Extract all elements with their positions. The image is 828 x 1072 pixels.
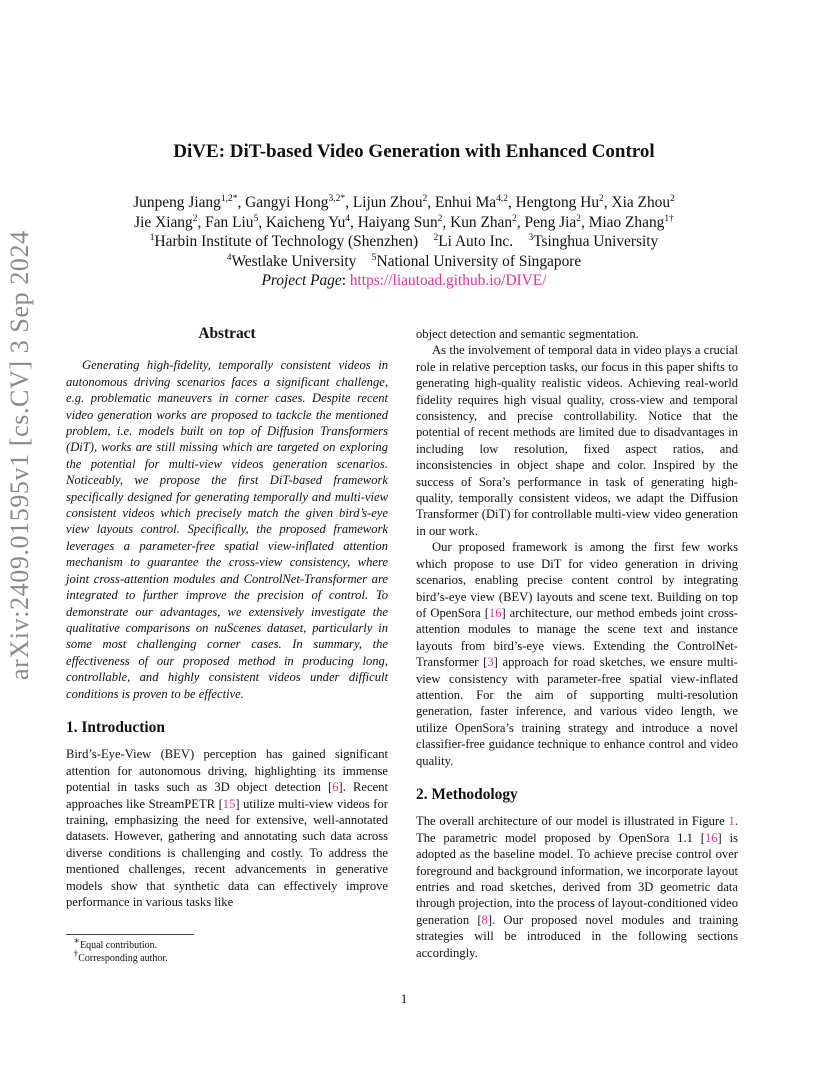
footnote-rule [66, 934, 194, 935]
methodology-paragraph: The overall architecture of our model is illustrated in Figure 1. The parametric model proposed by OpenSora 1.1 [16] is adopted as the baseline model. To achieve precise control over foreground and background information, we incorporate layout entries and road sketches, derived from 3D geometric data through projection, into the process of layout-conditioned video generation [8]. Our proposed novel modules and training strategies will be introduced in the following sections accordingly. [416, 814, 738, 960]
affiliation-mark: 5 [253, 213, 259, 224]
author-block [0, 193, 808, 291]
affiliation-line-2 [0, 252, 808, 272]
affiliation-mark: 2 [512, 213, 517, 224]
footnote-corresponding-author: †Corresponding author. [73, 949, 168, 964]
affiliation-mark: 1 [149, 232, 155, 243]
affiliation-mark: 4,2 [496, 193, 508, 204]
project-page-label: Project Page [261, 272, 342, 289]
affiliation-mark: 3,2 [328, 193, 341, 204]
page-number: 1 [400, 991, 408, 1006]
figure-link[interactable]: 1 [728, 814, 735, 829]
author-name: , Gangyi Hong [237, 194, 329, 211]
author-name: , Lijun Zhou [345, 194, 423, 211]
affiliation-mark: 2 [576, 213, 581, 224]
affiliation-mark: 2 [192, 213, 198, 224]
affiliation-mark: 2 [599, 193, 604, 204]
introduction-heading: 1. Introduction [66, 718, 165, 736]
project-page-link[interactable]: https://liautoad.github.io/DIVE/ [349, 272, 547, 289]
citation-link[interactable]: 15 [222, 796, 236, 811]
author-name: Junpeng Jiang [133, 194, 221, 211]
citation-link[interactable]: 3 [487, 655, 494, 670]
affiliation-mark: 5 [371, 252, 377, 263]
equal-contribution-mark: * [232, 193, 238, 204]
footnote-equal-contribution: ∗Equal contribution. [73, 936, 158, 951]
introduction-paragraph-3: Our proposed framework is among the first few works which propose to use DiT for video generation in driving scenarios, enabling precise content control by integrating bird’s-eye view (BEV) layouts and scene text. Building on top of OpenSora [16] architecture, our method embeds joint cross-attention modules to manage the scene text and instance layouts from bird’s-eye views. Extending the ControlNet-Transformer [3] approach for road sketches, we ensure multi-view consistency with parameter-free spatial view-inflated attention. For the aim of supporting multi-resolution generation, faster inference, and various video length, we utilize OpenSora’s training strategy and introduce a novel classifier-free guidance technique to enhance control and video quality. [416, 540, 738, 768]
author-name: , Kaicheng Yu [258, 213, 346, 231]
paper-title: DiVE: DiT-based Video Generation with Enhanced Control [173, 141, 655, 162]
abstract-text: Generating high-fidelity, temporally consistent videos in autonomous driving scenarios faces a significant challenge, e.g. problematic maneuvers in corner cases. Despite recent video generation works are proposed to tackcle the mentioned problem, i.e. models built on top of Diffusion Transformers (DiT), works are still missing which are targeted on exploring the potential for multi-view videos generation scenarios. Noticeably, we propose the first DiT-based framework specifically designed for generating temporally and multi-view consistent videos which precisely match the given bird’s-eye view layouts control. Specifically, the proposed framework leverages a parameter-free spatial view-inflated attention mechanism to guarantee the cross-view consistency, where joint cross-attention modules and ControlNet-Transformer are integrated to further improve the precision of control. To demonstrate our advantages, we extensively investigate the qualitative comparisons on nuScenes dataset, particularly in some most challenging corner cases. In summary, the effectiveness of our proposed method in producing long, controllable, and highly consistent videos under difficult conditions is proven to be effective. [66, 358, 388, 701]
abstract-heading: Abstract [198, 325, 256, 342]
author-name: , Hengtong Hu [507, 194, 600, 211]
project-page-line: Project Page: https://liautoad.github.io/DIVE/ [261, 272, 547, 289]
author-line-2 [0, 213, 808, 233]
citation-link[interactable]: 16 [704, 830, 718, 845]
left-column [66, 326, 388, 910]
author-line-1 [0, 193, 808, 213]
right-column [416, 326, 738, 961]
introduction-paragraph-1-continued: object detection and semantic segmentation. [416, 327, 639, 341]
arxiv-identifier-stamp: arXiv:2409.01595v1 [cs.CV] 3 Sep 2024 [5, 230, 34, 680]
affiliation-mark: 1† [664, 213, 674, 224]
affiliation-name: Tsinghua University [533, 233, 659, 250]
author-name: , Enhui Ma [427, 194, 497, 211]
affiliation-name: National University of Singapore [376, 252, 582, 270]
affiliation-mark: 2 [670, 193, 675, 204]
author-name: , Miao Zhang [581, 213, 665, 231]
author-name: Jie Xiang [134, 213, 193, 231]
affiliation-mark: 2 [437, 213, 443, 224]
affiliation-name: Westlake University [231, 252, 357, 270]
author-name: , Peng Jia [516, 213, 577, 231]
author-name: , Xia Zhou [603, 194, 671, 211]
affiliation-mark: 2 [422, 193, 428, 204]
methodology-heading: 2. Methodology [416, 785, 518, 803]
footnotes [66, 934, 388, 965]
affiliation-mark: 3 [528, 232, 534, 243]
affiliation-line-1 [0, 232, 808, 252]
affiliation-mark: 2 [433, 232, 439, 243]
citation-link[interactable]: 16 [488, 605, 502, 620]
affiliation-name: Harbin Institute of Technology (Shenzhen) [154, 233, 419, 250]
author-name: , Fan Liu [197, 213, 254, 231]
author-name: , Kun Zhan [442, 213, 513, 231]
equal-contribution-mark: * [340, 193, 346, 204]
affiliation-mark: 4 [345, 213, 351, 224]
introduction-paragraph-1: Bird’s-Eye-View (BEV) perception has gained significant attention for autonomous driving, highlighting its immense potential in tasks such as 3D object detection [6]. Recent approaches like StreamPETR [15] utilize multi-view videos for training, emphasizing the need for extensive, well-annotated datasets. However, gathering and annotating such data across diverse conditions is challenging and costly. To address the mentioned challenges, recent advancements in generative models show that synthetic data can effectively improve performance in various tasks like [66, 747, 388, 909]
citation-link[interactable]: 8 [481, 912, 488, 927]
citation-link[interactable]: 6 [332, 780, 339, 795]
affiliation-mark: 1,2 [220, 193, 233, 204]
affiliation-name: Li Auto Inc. [438, 233, 514, 250]
introduction-paragraph-2: As the involvement of temporal data in video plays a crucial role in relative perception tasks, our focus in this paper shifts to generating high-quality realistic videos. Achieving real-world fidelity requires high visual quality, cross-view and temporal consistency, and precise controllability. Notice that the potential of recent methods are limited due to disadvantages in including low resolution, fixed aspect ratios, and inconsistencies in object shape and color. Inspired by the success of Sora’s performance in task of generating high-quality, temporally consistent videos, we adapt the Diffusion Transformer (DiT) for controllable multi-view video generation in our work. [416, 343, 738, 538]
author-name: , Haiyang Sun [350, 213, 438, 231]
affiliation-mark: 4 [226, 252, 232, 263]
